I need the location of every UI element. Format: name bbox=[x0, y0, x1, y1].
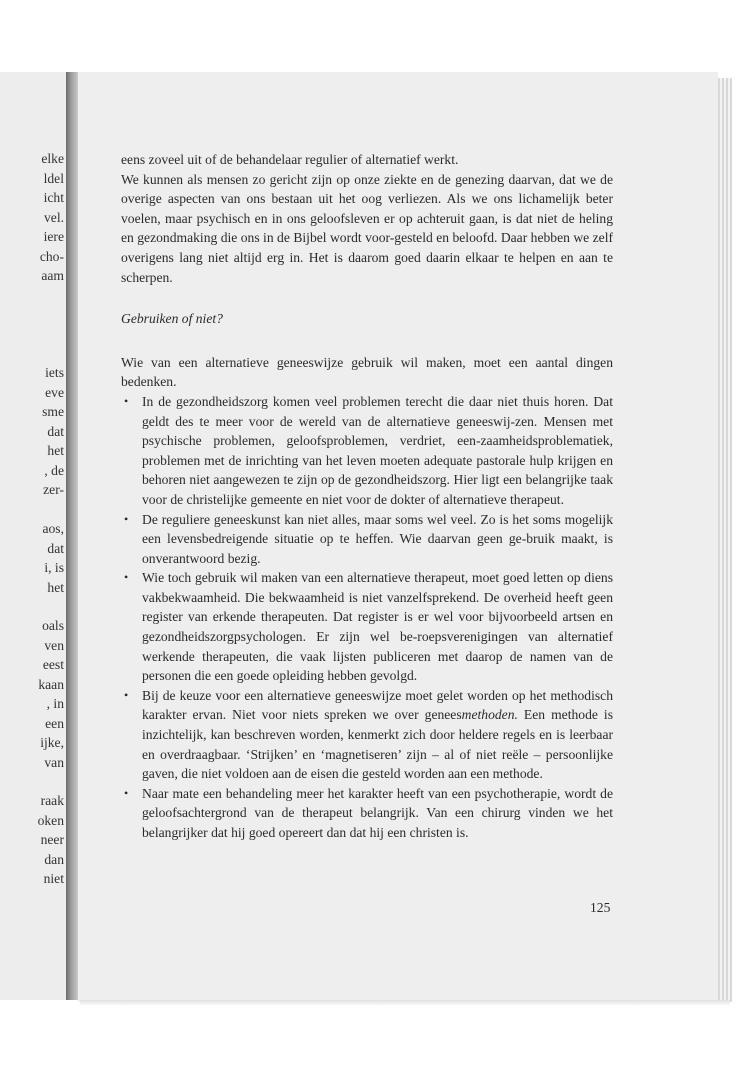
list-item-emphasis: methoden. bbox=[461, 707, 518, 723]
facing-page-line-fragment: ven bbox=[44, 638, 64, 653]
facing-page-line-fragment: een bbox=[45, 716, 64, 731]
facing-page-line-fragment: van bbox=[44, 755, 64, 770]
facing-page-line-fragment: het bbox=[47, 443, 64, 458]
intro-paragraph: Wie van een alternatieve geneeswijze gebruik wil maken, moet een aantal dingen bedenken. bbox=[121, 354, 613, 390]
facing-page-line-fragment: vel. bbox=[43, 210, 64, 225]
page-edge-right bbox=[718, 78, 732, 1002]
section-heading: Gebruiken of niet? bbox=[121, 311, 223, 327]
facing-page-line-fragment: sme bbox=[42, 404, 64, 419]
facing-page-line-fragment: i, is bbox=[44, 560, 64, 575]
facing-page-line-fragment: kaan bbox=[38, 677, 64, 692]
facing-page-line-fragment: , de bbox=[44, 463, 64, 478]
facing-page-line-fragment: aam bbox=[41, 268, 64, 283]
facing-page-line-fragment: niet bbox=[43, 871, 64, 886]
list-item-text: De reguliere geneeskunst kan niet alles, maar soms wel veel. Zo is het soms mogelijk een levensbedreigende situatie op te heffen. Wie daarvan geen ge-bruik maakt, is onverantwoord bezig. bbox=[142, 511, 613, 566]
facing-page-line-fragment: oals bbox=[42, 618, 64, 633]
list-item-text: Wie toch gebruik wil maken van een alternatieve therapeut, moet goed letten op diens vakbekwaamheid. Die bekwaamheid is niet vanzelfsprekend. De overheid heeft geen register van erkende therapeuten. Dat register is er wel voor bijvoorbeeld artsen en gezondheidszorgpsychologen. Er zijn wel be-roepsverenigingen van alternatief werkende therapeuten, die vaak lijsten publiceren met daarop de namen van de personen die een goede opleiding hebben gevolgd. bbox=[142, 570, 613, 684]
facing-page-line-fragment: eest bbox=[42, 657, 64, 672]
list-item bbox=[121, 392, 613, 510]
facing-page-line-fragment: iere bbox=[43, 229, 64, 244]
opening-paragraph: We kunnen als mensen zo gericht zijn op onze ziekte en de genezing daarvan, dat we de overige aspecten van ons bestaan uit het oog verliezen. Als we ons lichamelijk beter voelen, maar psychisch en in ons geloofsleven er op achteruit gaan, is dat niet de heling en gezondmaking die ons in de Bijbel wordt voor-gesteld en beloofd. Daar hebben we zelf overigens lang niet altijd erg in. Het is daarom goed daarin elkaar te helpen en aan te scherpen. bbox=[121, 171, 613, 285]
facing-page-line-fragment: ldel bbox=[43, 171, 64, 186]
facing-page-line-fragment: , in bbox=[46, 696, 64, 711]
bullet-icon: • bbox=[124, 511, 129, 526]
bullet-icon: • bbox=[124, 687, 129, 702]
facing-page-line-fragment: neer bbox=[40, 832, 64, 847]
facing-page-line-fragment: raak bbox=[40, 793, 64, 808]
facing-page-left bbox=[0, 72, 66, 1000]
facing-page-line-fragment: dan bbox=[44, 852, 64, 867]
list-item bbox=[121, 568, 613, 686]
opening-line: eens zoveel uit of de behandelaar regulier of alternatief werkt. bbox=[121, 152, 459, 167]
facing-page-line-fragment: cho- bbox=[39, 249, 64, 264]
facing-page-line-fragment: het bbox=[47, 580, 64, 595]
facing-page-line-fragment: dat bbox=[47, 424, 64, 439]
book-gutter bbox=[66, 72, 78, 1000]
bullet-list bbox=[121, 392, 613, 843]
list-item-text-part: Een methode is inzichtelijk, kan beschreven worden, kenmerkt zich door heldere regels en is leerbaar en overdraagbaar. ‘Strijken’ en ‘magnetiseren’ zijn – al of niet reële – persoonlijke gaven, die niet voldoen aan de eisen die gesteld worden aan een methode. bbox=[142, 707, 613, 782]
bullet-icon: • bbox=[124, 570, 129, 585]
page-edge-bottom bbox=[80, 1000, 730, 1006]
list-item-text-part: Bij de keuze voor een alternatieve geneeswijze moet gelet worden op het methodisch karakter ervan. Niet voor niets spreken we over genees bbox=[142, 687, 613, 723]
facing-page-line-fragment: oken bbox=[37, 813, 64, 828]
list-item-text: In de gezondheidszorg komen veel problemen terecht die daar niet thuis horen. Dat geldt des te meer voor de wereld van de alternatieve geneeswij-zen. Mensen met psychische problemen, geloofsproblemen, verdriet, een-zaamheidsproblematiek, problemen met de inrichting van het leven moeten adequate pastorale hulp krijgen en behoren niet aangewezen te zijn op de gezondheidszorg. Hier ligt een belangrijke taak voor de christelijke gemeente en niet voor de dokter of alternatieve therapeut. bbox=[142, 393, 613, 507]
facing-page-line-fragment: elke bbox=[41, 151, 64, 166]
bullet-icon: • bbox=[124, 393, 129, 408]
facing-page-line-fragment: icht bbox=[43, 190, 64, 205]
facing-page-line-fragment: eve bbox=[45, 385, 64, 400]
page-number: 125 bbox=[590, 900, 611, 915]
facing-page-line-fragment: zer- bbox=[43, 482, 64, 497]
list-item-text: Naar mate een behandeling meer het karakter heeft van een psychotherapie, wordt de geloofsachtergrond van de therapeut belangrijk. Van een chirurg vinden we het belangrijker dat hij goed opereert dan dat hij een christen is. bbox=[142, 785, 613, 840]
facing-page-line-fragment: ijke, bbox=[40, 735, 64, 750]
list-item bbox=[121, 686, 613, 784]
list-item bbox=[121, 784, 613, 843]
page-body-text bbox=[121, 150, 613, 843]
facing-page-line-fragment: aos, bbox=[42, 521, 64, 536]
facing-page-line-fragment: iets bbox=[45, 365, 64, 380]
bullet-icon: • bbox=[124, 785, 129, 800]
facing-page-line-fragment: dat bbox=[47, 541, 64, 556]
list-item bbox=[121, 510, 613, 569]
